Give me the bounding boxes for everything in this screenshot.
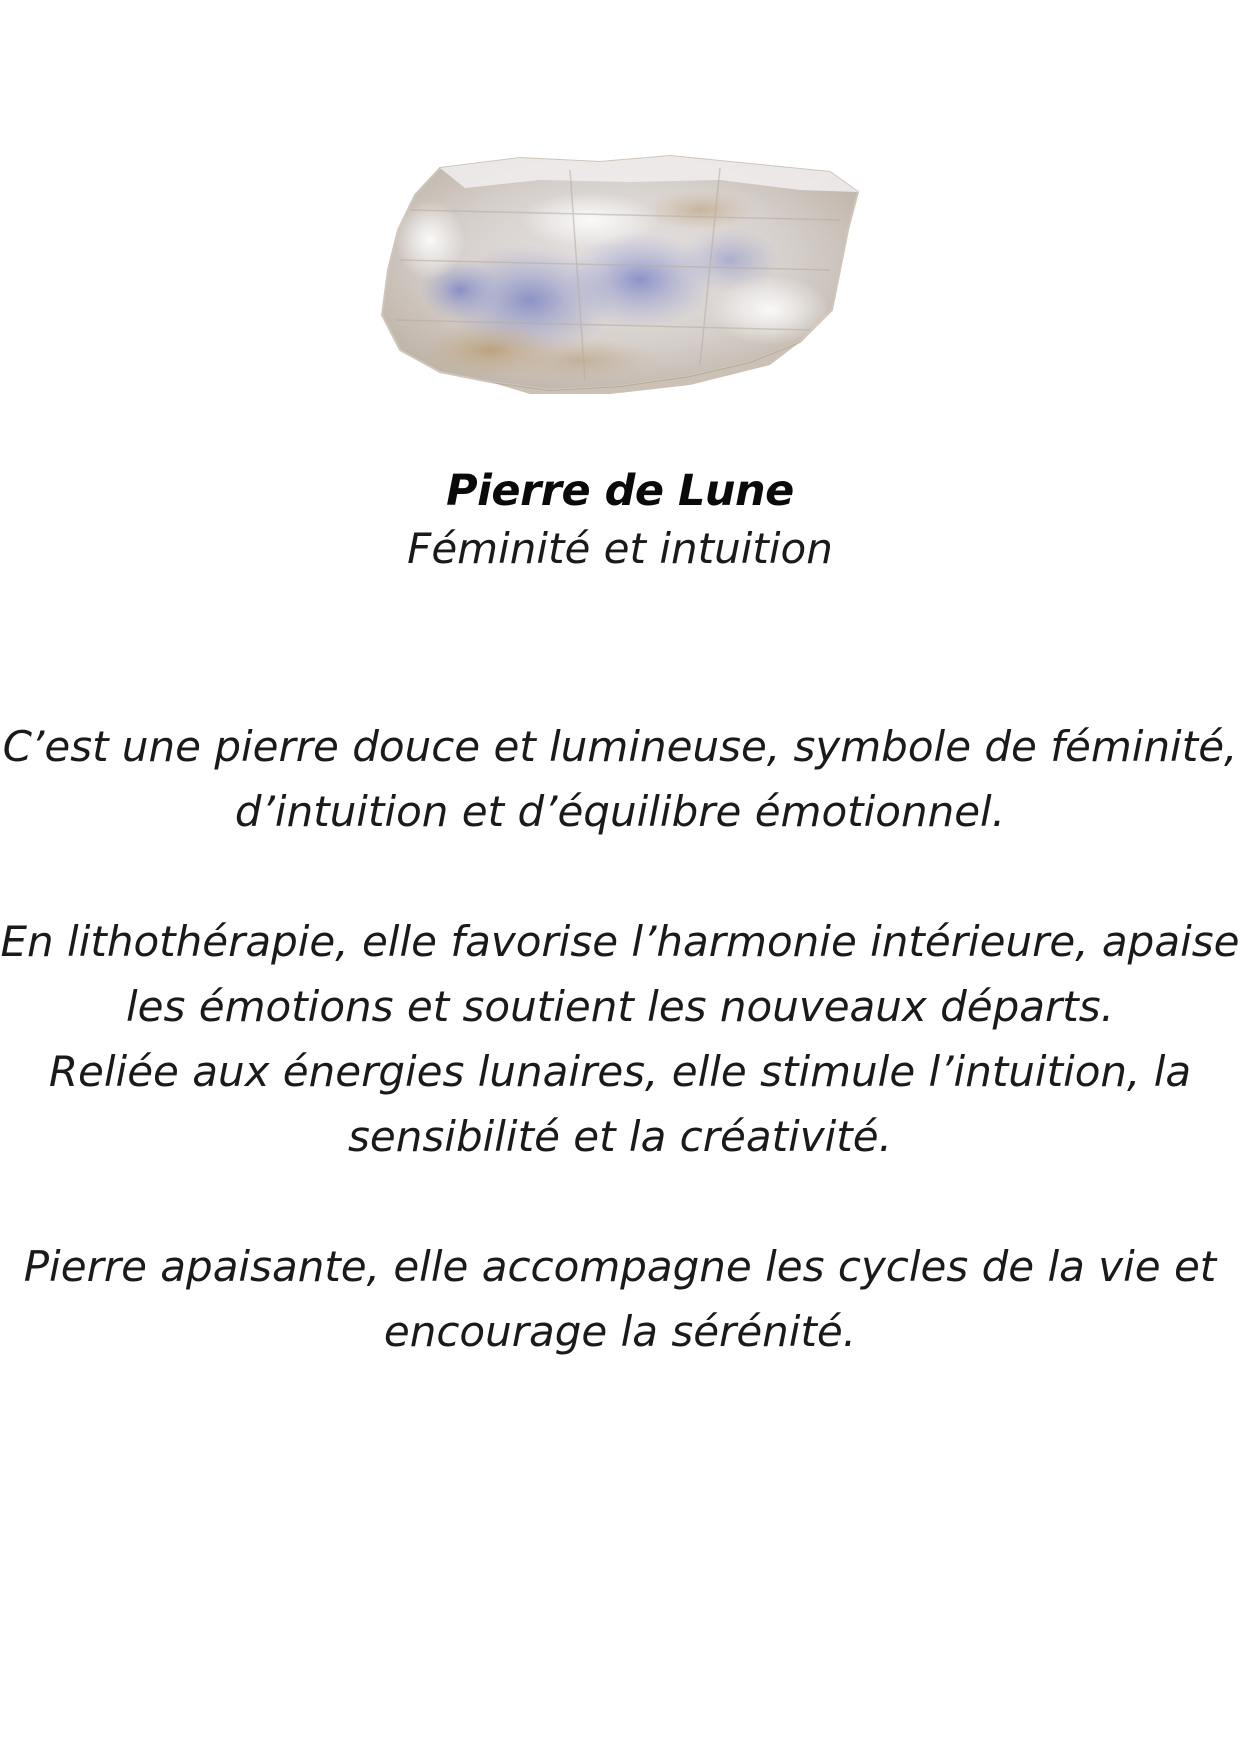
paragraph-spacer (0, 844, 1240, 909)
description-paragraph-1: C’est une pierre douce et lumineuse, symbole de féminité, d’intuition et d’équilibre émotionnel. (2, 722, 1238, 836)
stone-title: Pierre de Lune (446, 466, 794, 516)
stone-description (0, 714, 1240, 1364)
description-paragraph-3: Reliée aux énergies lunaires, elle stimule l’intuition, la sensibilité et la créativité. (48, 1047, 1192, 1161)
stone-heading (0, 462, 1240, 578)
moonstone-image (370, 150, 870, 395)
description-paragraph-4: Pierre apaisante, elle accompagne les cycles de la vie et encourage la sérénité. (23, 1242, 1217, 1356)
paragraph-spacer (0, 1169, 1240, 1234)
description-paragraph-2: En lithothérapie, elle favorise l’harmonie intérieure, apaise les émotions et soutient les nouveaux départs. (0, 917, 1240, 1031)
stone-subtitle: Féminité et intuition (407, 524, 833, 573)
